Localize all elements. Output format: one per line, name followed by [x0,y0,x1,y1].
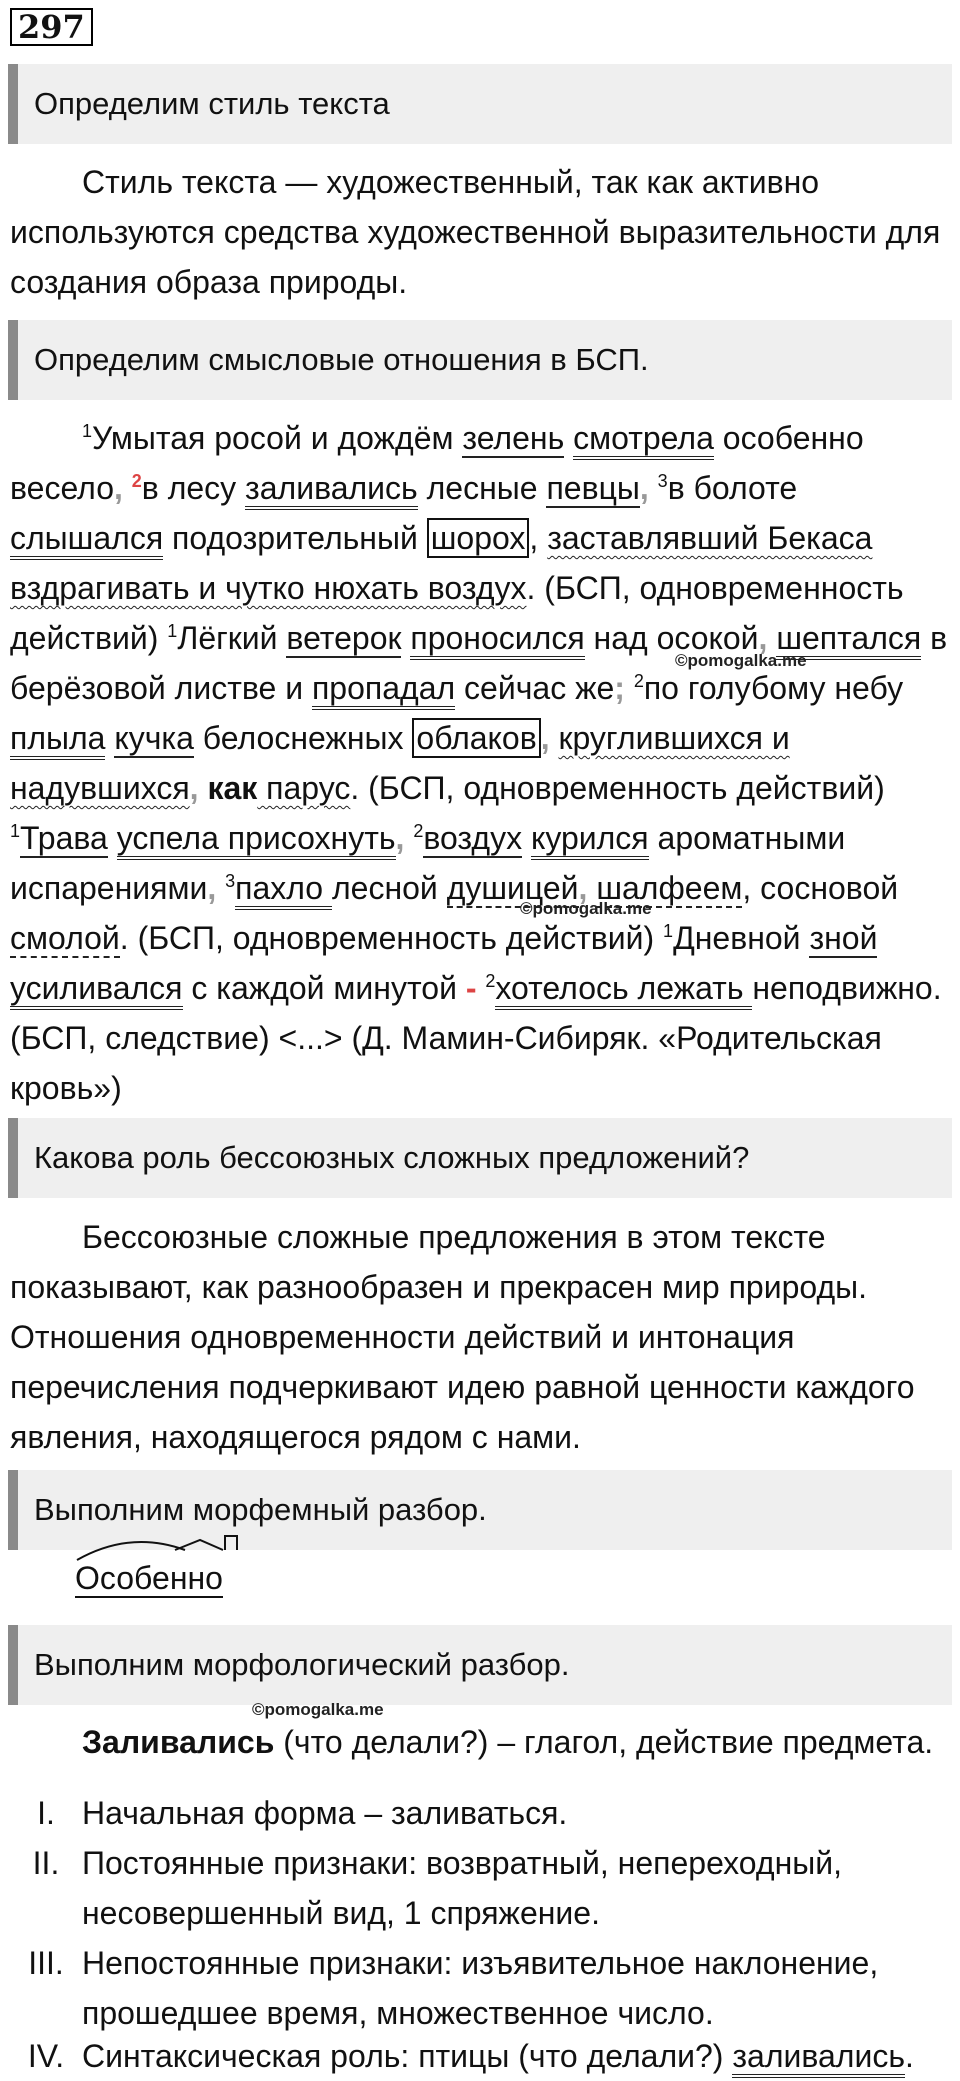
morph-item: прошедшее время, множественное число. [82,1995,714,2031]
section-header-role: Какова роль бессоюзных сложных предложений? [8,1118,952,1198]
section-header-relations: Определим смысловые отношения в БСП. [8,320,952,400]
task-number: 297 [10,8,93,46]
role-paragraph: Бессоюзные сложные предложения в этом тексте показывают, как разнообразен и прекрасен мир природы. Отношения одновременности действий и интонация перечисления подчеркивают идею равной ценности каждого явления, находящегося рядом с нами. [10,1219,915,1455]
morph-item: несовершенный вид, 1 спряжение. [82,1895,600,1931]
morph-item: II. Постоянные признаки: возвратный, непереходный, [32,1845,842,1881]
watermark: ©pomogalka.me [252,1700,384,1719]
morph-word: Заливались [82,1724,275,1760]
section-header-morphology: Выполним морфологический разбор. [8,1625,952,1705]
morpheme-word: Особенно [75,1560,223,1596]
watermark: ©pomogalka.me [520,899,652,918]
morph-item: III. Непостоянные признаки: изъявительное наклонение, [28,1945,879,1981]
section-header-style: Определим стиль текста [8,64,952,144]
morpheme-marks [75,1532,245,1564]
analyzed-text: $^1$Умытая росой и дождём зелень смотрела особенно весело, $^2$в лесу заливались лесные певцы, $^3$в болоте слышался подозрительный шорох , заставлявший Бекаса вздрагивать и чутко нюхать воздух. (БСП, одновременность действий) $^1$Лёгкий ветерок проносился над осокой, шептался в берёзовой листве и пропадал сейчас же; $^2$по голубому небу плыла кучка белоснежных облаков , круглившихся и надувшихся, как парус. (БСП, одновременность действий) $^1$Трава успела присохнуть, $^2$воздух курился ароматными испарениями, $^3$пахло лесной душицей, шалфеем, сосновой смолой. (БСП, одновременность действий) $^1$Дневной зной усиливался с каждой минутой - $^2$хотелось лежать неподвижно. (БСП, следствие) <...> (Д. Мамин-Сибиряк. «Родительская кровь») [10,420,948,1106]
morph-item: IV. Синтаксическая роль: птицы (что делали?) заливались. [10,2031,914,2081]
watermark: ©pomogalka.me [675,651,807,670]
morph-intro: Заливались (что делали?) – глагол, действие предмета. [82,1724,934,1760]
morpheme-analysis [75,1560,223,1597]
style-paragraph: Стиль текста — художественный, так как активно используются средства художественной выразительности для создания образа природы. [10,164,941,300]
section-header-morpheme: Выполним морфемный разбор. [8,1470,952,1550]
morph-item: I. Начальная форма – заливаться. [37,1795,568,1831]
